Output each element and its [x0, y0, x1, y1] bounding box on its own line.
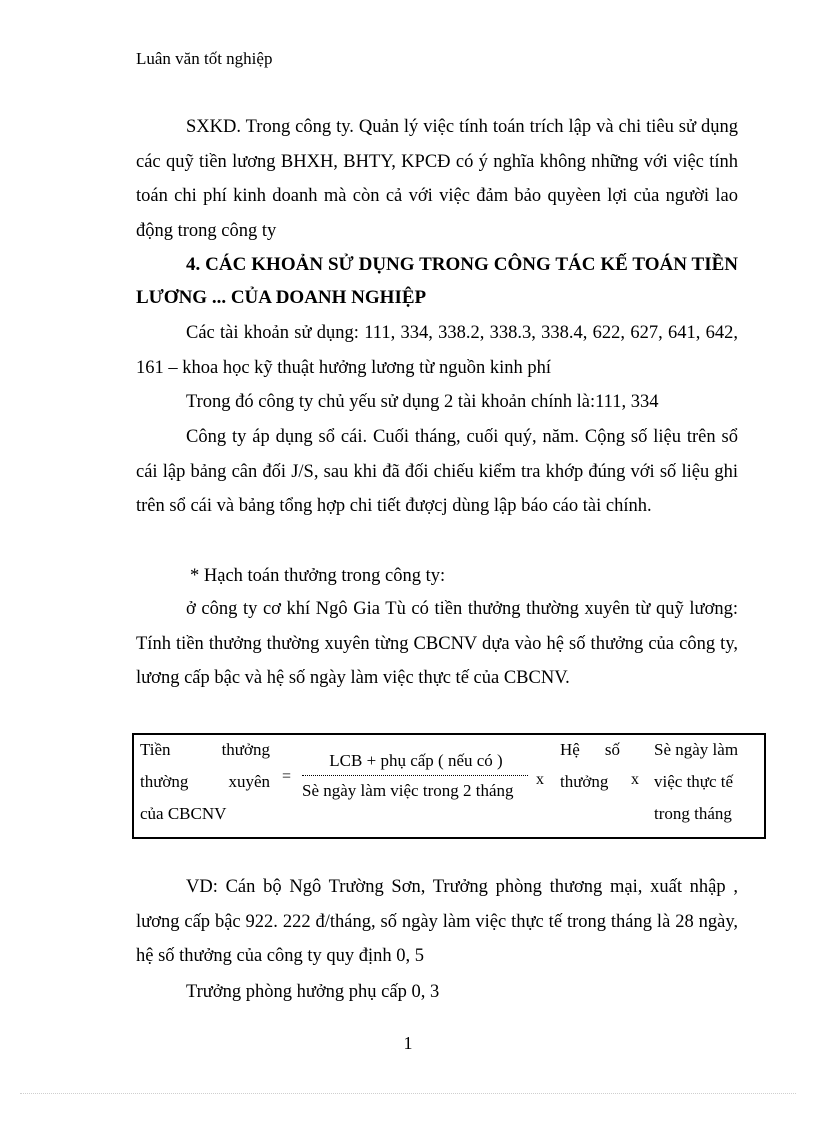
paragraph-ledger: Công ty áp dụng sổ cái. Cuối tháng, cuối quý, năm. Cộng số liệu trên sổ cái lập bảng cân đối J/S, sau khi đã đối chiếu kiểm tra khớp đúng với số liệu ghi trên sổ cái và bảng tổng hợp chi tiết đượcj dùng lập báo cáo tài chính. [136, 427, 738, 516]
formula-coefficient: Hệ số thưởng [560, 740, 620, 791]
paragraph-allowance: Trưởng phòng hưởng phụ cấp 0, 3 [186, 982, 440, 1002]
paragraph-main-accounts: Trong đó công ty chủ yếu sử dụng 2 tài khoản chính là:111, 334 [186, 392, 659, 412]
multiply-sign-2: x [631, 771, 639, 788]
section-heading: 4. CÁC KHOẢN SỬ DỤNG TRONG CÔNG TÁC KẾ TOÁN TIỀN LƯƠNG ... CỦA DOANH NGHIỆP [136, 254, 738, 308]
formula-lhs: Tiền thưởng thường xuyên của CBCNV [140, 740, 270, 823]
footer-divider [20, 1093, 796, 1094]
formula-denominator: Sè ngày làm việc trong 2 tháng [302, 781, 514, 800]
multiply-sign-1: x [536, 771, 544, 788]
paragraph-bonus: ở công ty cơ khí Ngô Gia Tù có tiền thưởng thường xuyên từ quỹ lương: Tính tiền thưởng thường xuyên từng CBCNV dựa vào hệ số thưởng của công ty, lương cấp bậc và hệ số ngày làm việc thực tế của CBCNV. [136, 599, 738, 688]
formula-numerator: LCB + phụ cấp ( nếu có ) [329, 751, 503, 770]
page-number: 1 [403, 1033, 413, 1053]
paragraph-example: VD: Cán bộ Ngô Trường Sơn, Trưởng phòng thương mại, xuất nhập , lương cấp bậc 922. 222 đ/tháng, số ngày làm việc thực tế trong tháng là 28 ngày, hệ số thưởng của công ty quy định 0, 5 [136, 877, 738, 966]
paragraph-sxkd: SXKD. Trong công ty. Quản lý việc tính toán trích lập và chi tiêu sử dụng các quỹ tiền lương BHXH, BHTY, KPCĐ có ý nghĩa không những với việc tính toán chi phí kinh doanh mà còn cả với việc đảm bảo quyèen lợi của người lao động trong công ty [136, 117, 738, 241]
paragraph-bonus-heading: * Hạch toán thưởng trong công ty: [190, 566, 446, 586]
paragraph-accounts: Các tài khoản sử dụng: 111, 334, 338.2, 338.3, 338.4, 622, 627, 641, 642, 161 – khoa học kỹ thuật hưởng lương từ nguồn kinh phí [136, 323, 738, 378]
formula-rhs: Sè ngày làm việc thực tế trong tháng [654, 740, 739, 823]
equals-sign: = [282, 768, 292, 785]
running-header: Luân văn tốt nghiệp [136, 49, 273, 68]
bonus-formula-box [132, 733, 766, 839]
